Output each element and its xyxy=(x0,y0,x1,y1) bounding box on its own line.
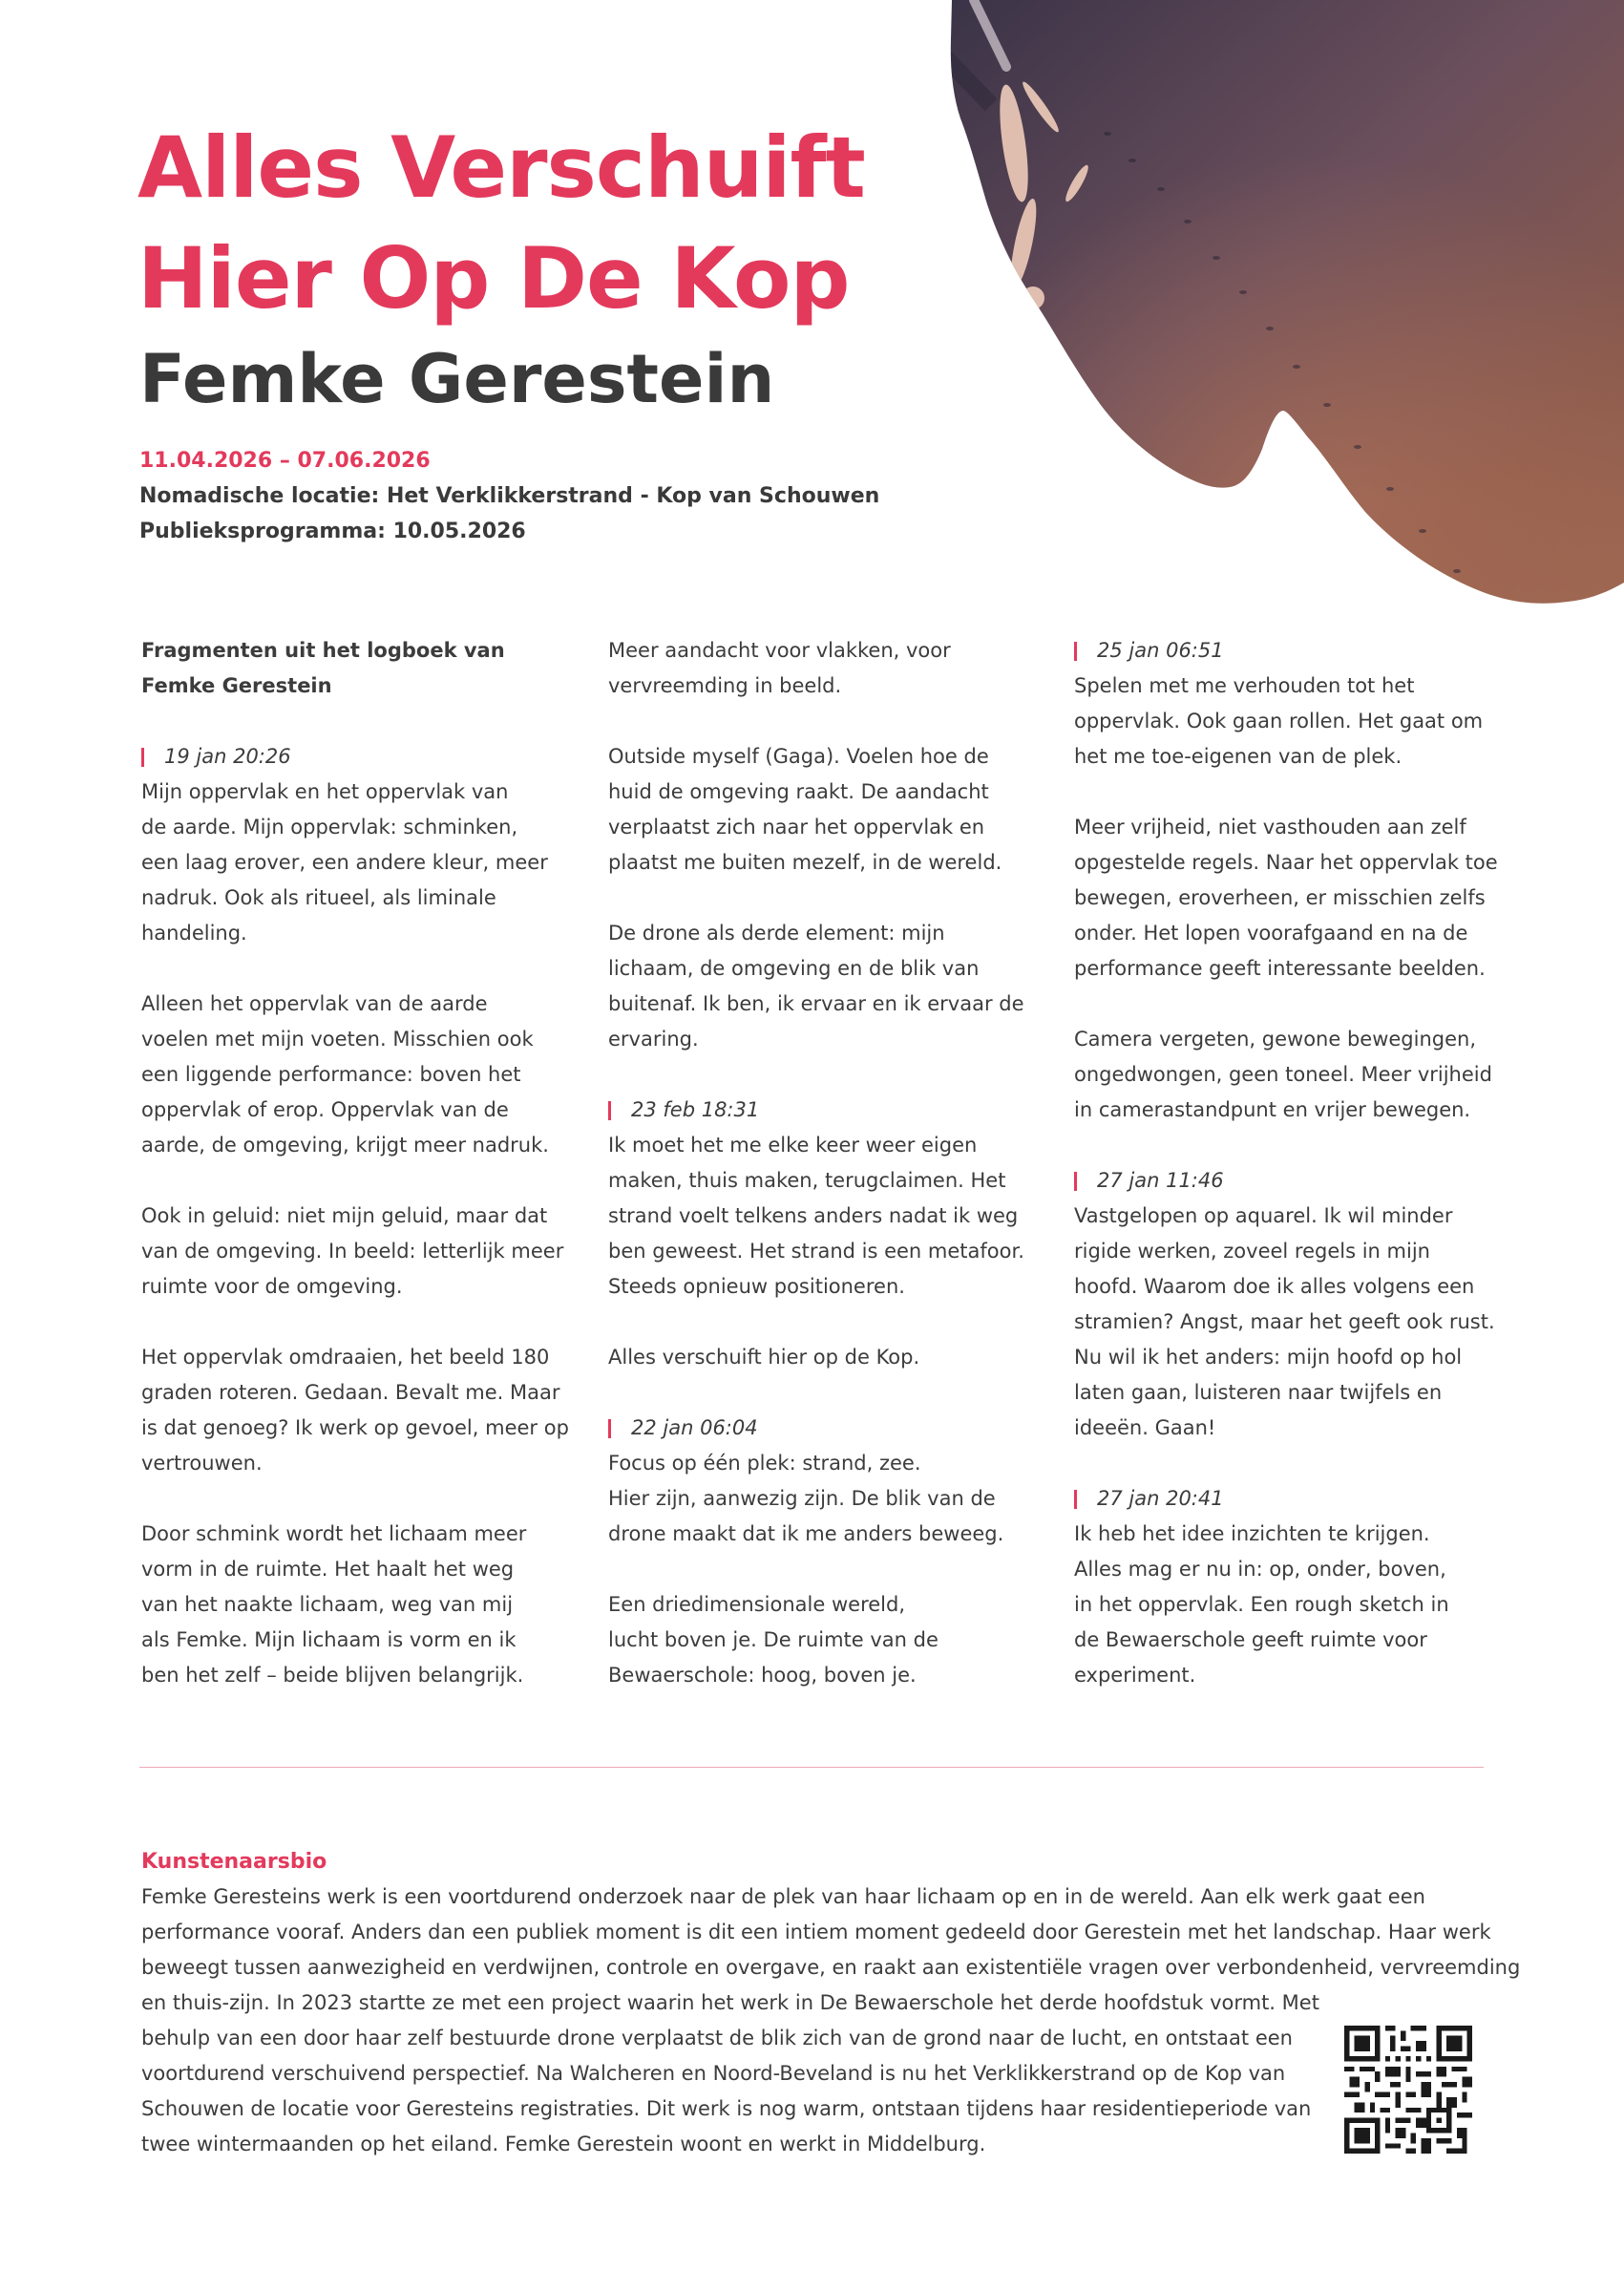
bio-line: twee wintermaanden op het eiland. Femke Gerestein woont en werkt in Middelburg. xyxy=(141,2133,986,2155)
bio-heading: Kunstenaarsbio xyxy=(141,1850,327,1874)
logbook-intro: Fragmenten uit het logboek van Femke Gerestein xyxy=(141,639,505,697)
timestamp-text: 27 jan 20:41 xyxy=(1097,1487,1224,1510)
title-block xyxy=(137,113,865,422)
entry-paragraph: Spelen met me verhouden tot het oppervlak. Ook gaan rollen. Het gaat om het me toe-eigenen van de plek. xyxy=(1074,674,1484,768)
timestamp-text: 23 feb 18:31 xyxy=(631,1098,760,1121)
entry-timestamp xyxy=(1074,633,1504,669)
entry-paragraph: Het oppervlak omdraaien, het beeld 180 graden roteren. Gedaan. Bevalt me. Maar is dat genoeg? Ik werk op gevoel, meer op vertrouwen. xyxy=(141,1346,569,1475)
timestamp-text: 25 jan 06:51 xyxy=(1097,639,1224,662)
timestamp-text: 19 jan 20:26 xyxy=(164,745,291,768)
logbook-column-2 xyxy=(608,633,1038,1693)
bio-line: performance vooraf. Anders dan een publiek moment is dit een intiem moment gedeeld door Gerestein met het landschap. Haar werk xyxy=(141,1921,1491,1943)
entry-paragraph: Een driedimensionale wereld, lucht boven je. De ruimte van de Bewaerschole: hoog, boven je. xyxy=(608,1593,939,1687)
bio-line: voortdurend verschuivend perspectief. Na Walcheren en Noord-Beveland is nu het Verklikkerstrand op de Kop van xyxy=(141,2062,1286,2085)
entry-paragraph: Meer aandacht voor vlakken, voor vervreemding in beeld. xyxy=(608,639,951,697)
entry-timestamp xyxy=(608,1411,1038,1446)
bio-text xyxy=(141,1879,1521,2162)
timestamp-marker xyxy=(608,1101,611,1120)
bio-line: en thuis-zijn. In 2023 startte ze met een project waarin het werk in De Bewaerschole het derde hoofdstuk vormt. Met xyxy=(141,1991,1319,2014)
entry-paragraph: Vastgelopen op aquarel. Ik wil minder rigide werken, zoveel regels in mijn hoofd. Waarom doe ik alles volgens een stramien? Angst, maar het geeft ook rust. Nu wil ik het anders: mijn hoofd op hol laten gaan, luisteren naar twijfels en ideeën. Gaan! xyxy=(1074,1204,1495,1439)
entry-paragraph: Ook in geluid: niet mijn geluid, maar dat van de omgeving. In beeld: letterlijk meer ruimte voor de omgeving. xyxy=(141,1204,564,1298)
artist-name: Femke Gerestein xyxy=(139,340,775,418)
timestamp-marker xyxy=(1074,1172,1077,1191)
entry-timestamp xyxy=(608,1093,1038,1128)
entry-timestamp xyxy=(1074,1481,1504,1517)
logbook-column-3 xyxy=(1074,633,1504,1693)
logbook-column-1 xyxy=(141,633,571,1693)
entry-paragraph: Ik moet het me elke keer weer eigen maken, thuis maken, terugclaimen. Het strand voelt telkens anders nadat ik weg ben geweest. Het strand is een metafoor. Steeds opnieuw positioneren. xyxy=(608,1134,1024,1298)
aerial-beach-photo xyxy=(945,0,1624,611)
timestamp-marker xyxy=(1074,1490,1077,1509)
entry-paragraph: Alles verschuift hier op de Kop. xyxy=(608,1346,920,1369)
timestamp-marker xyxy=(141,748,144,767)
exhibition-location: Nomadische locatie: Het Verklikkerstrand - Kop van Schouwen xyxy=(139,484,880,508)
exhibition-meta xyxy=(139,443,879,549)
entry-paragraph: Camera vergeten, gewone bewegingen, ongedwongen, geen toneel. Meer vrijheid in camerastandpunt en vrijer bewegen. xyxy=(1074,1028,1492,1121)
qr-code-icon[interactable] xyxy=(1344,2026,1472,2154)
timestamp-text: 22 jan 06:04 xyxy=(631,1416,758,1439)
entry-paragraph: Alleen het oppervlak van de aarde voelen met mijn voeten. Misschien ook een liggende performance: boven het oppervlak of erop. Oppervlak van de aarde, de omgeving, krijgt meer nadruk. xyxy=(141,992,549,1157)
entry-paragraph: Meer vrijheid, niet vasthouden aan zelf opgestelde regels. Naar het oppervlak toe bewegen, eroverheen, er misschien zelfs onder. Het lopen voorafgaand en na de performance geeft interessante beelden. xyxy=(1074,816,1498,980)
artist-bio xyxy=(141,1844,1521,2162)
timestamp-marker xyxy=(1074,642,1077,661)
entry-paragraph: De drone als derde element: mijn lichaam, de omgeving en de blik van buitenaf. Ik ben, ik ervaar en ik ervaar de ervaring. xyxy=(608,922,1024,1051)
entry-paragraph: Outside myself (Gaga). Voelen hoe de huid de omgeving raakt. De aandacht verplaatst zich naar het oppervlak en plaatst me buiten mezelf, in de wereld. xyxy=(608,745,1002,874)
entry-paragraph: Mijn oppervlak en het oppervlak van de aarde. Mijn oppervlak: schminken, een laag erover, een andere kleur, meer nadruk. Ook als ritueel, als liminale handeling. xyxy=(141,780,548,945)
entry-timestamp xyxy=(1074,1163,1504,1199)
exhibition-dates: 11.04.2026 – 07.06.2026 xyxy=(139,449,431,473)
bio-line: behulp van een door haar zelf bestuurde drone verplaatst de blik zich van de grond naar de lucht, en ontstaat een xyxy=(141,2027,1293,2049)
exhibition-title-line-1: Alles Verschuift xyxy=(137,118,865,217)
timestamp-marker xyxy=(608,1419,611,1438)
exhibition-title-line-2: Hier Op De Kop xyxy=(137,229,850,328)
bio-line: beweegt tussen aanwezigheid en verdwijnen, controle en overgave, en raakt aan existentiële vragen over verbondenheid, vervreemding xyxy=(141,1956,1521,1979)
entry-paragraph: Door schmink wordt het lichaam meer vorm in de ruimte. Het haalt het weg van het naakte lichaam, weg van mij als Femke. Mijn lichaam is vorm en ik ben het zelf – beide blijven belangrijk. xyxy=(141,1522,527,1687)
section-divider xyxy=(139,1767,1484,1768)
entry-paragraph: Ik heb het idee inzichten te krijgen. Alles mag er nu in: op, onder, boven, in het oppervlak. Een rough sketch in de Bewaerschole geeft ruimte voor experiment. xyxy=(1074,1522,1449,1687)
timestamp-text: 27 jan 11:46 xyxy=(1097,1169,1224,1192)
entry-timestamp xyxy=(141,739,571,775)
bio-line: Schouwen de locatie voor Geresteins registraties. Dit werk is nog warm, ontstaan tijdens haar residentieperiode van xyxy=(141,2097,1312,2120)
public-program-date: Publieksprogramma: 10.05.2026 xyxy=(139,520,526,543)
entry-paragraph: Focus op één plek: strand, zee. Hier zijn, aanwezig zijn. De blik van de drone maakt dat ik me anders beweeg. xyxy=(608,1452,1004,1545)
bio-line: Femke Geresteins werk is een voortdurend onderzoek naar de plek van haar lichaam op en in de wereld. Aan elk werk gaat een xyxy=(141,1885,1425,1908)
